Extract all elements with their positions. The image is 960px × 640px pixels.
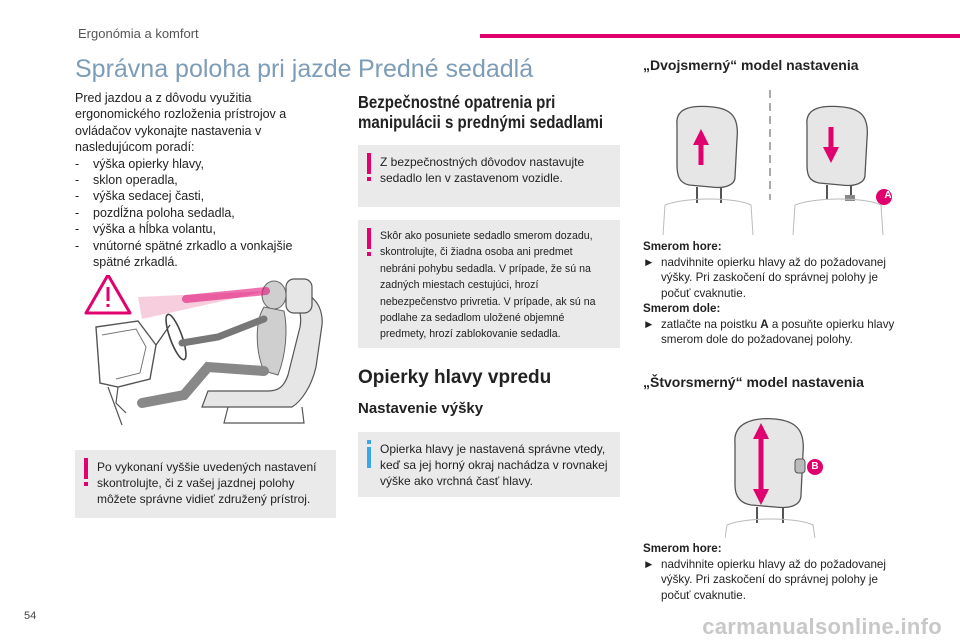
up-text: nadvihnite opierku hlavy až do požadovanej výšky. Pri zaskočení do správnej polohy je počuť cvaknutie.	[661, 255, 886, 300]
bullet-arrow-icon: ►	[643, 255, 655, 269]
info-icon	[367, 440, 372, 468]
middle-title: Predné sedadlá	[358, 55, 534, 83]
list-item: - výška opierky hlavy,	[75, 156, 320, 172]
four-way-headrest-illustration	[725, 413, 835, 538]
bullet-arrow-icon: ►	[643, 317, 655, 331]
up-instruction-2	[643, 557, 905, 604]
four-way-instructions	[643, 541, 905, 603]
warning-icon	[367, 153, 372, 185]
warning-icon	[84, 458, 89, 490]
list-item: - výška sedacej časti,	[75, 188, 320, 204]
header-accent-bar	[480, 34, 960, 38]
label-b-badge: B	[811, 461, 819, 472]
label-a-badge: A	[884, 190, 892, 201]
list-item: - pozdĺžna poloha sedadla,	[75, 205, 320, 221]
two-way-headrest-illustration	[655, 85, 905, 235]
up-instruction	[643, 255, 905, 302]
up-label: Smerom hore:	[643, 240, 722, 253]
section-label: Ergonómia a komfort	[78, 26, 199, 41]
driving-position-illustration	[78, 275, 340, 435]
headrests-heading: Opierky hlavy vpredu	[358, 367, 552, 388]
two-way-heading: „Dvojsmerný“ model nastavenia	[643, 57, 859, 73]
bullet-arrow-icon: ►	[643, 557, 655, 571]
list-item: - vnútorné spätné zrkadlo a vonkajšie spätné zrkadlá.	[75, 238, 320, 271]
up-label-2: Smerom hore:	[643, 542, 722, 555]
info-text: Opierka hlavy je nastavená správne vtedy, keď sa jej horný okraj nachádza v rovnakej výške ako vrchná časť hlavy.	[380, 442, 608, 488]
down-label: Smerom dole:	[643, 302, 721, 315]
down-text-post: a posuňte opierku hlavy smerom dole do požadovanej polohy.	[661, 317, 895, 346]
warning-icon	[367, 228, 372, 260]
left-intro	[75, 90, 320, 270]
intro-text: Pred jazdou a z dôvodu využitia ergonomického rozloženia prístrojov a ovládačov vykonajte nastavenia v nasledujúcom poradí:	[75, 91, 287, 155]
info-box	[358, 432, 620, 497]
four-way-heading: „Štvorsmerný“ model nastavenia	[643, 374, 864, 390]
list-item: - výška a hĺbka volantu,	[75, 221, 320, 237]
warning-text-1: Z bezpečnostných dôvodov nastavujte sedadlo len v zastavenom vozidle.	[380, 155, 585, 185]
safety-heading: Bezpečnostné opatrenia pri manipulácii s prednými sedadlami	[358, 92, 604, 132]
safety-heading-wrap	[358, 92, 628, 132]
left-warning-box	[75, 450, 336, 518]
warning-text-2: Skôr ako posuniete sedadlo smerom dozadu, skontrolujte, či žiadna osoba ani predmet nebráni pohybu sedadla. V prípade, že sú na zadných miestach cestujúci, hrozí nebezpečenstvo privretia. V prípade, ak sú na podlahe za sedadlom uložené objemné predmety, hrozí zablokovanie sedadla.	[380, 230, 596, 341]
left-warning-text: Po vykonaní vyššie uvedených nastavení skontrolujte, či z vašej jazdnej polohy môžete správne vidieť združený prístroj.	[97, 460, 317, 506]
page-number: 54	[24, 610, 37, 622]
list-item: - sklon operadla,	[75, 172, 320, 188]
height-heading: Nastavenie výšky	[358, 400, 484, 417]
down-instruction	[643, 317, 905, 348]
up-text-2: nadvihnite opierku hlavy až do požadovanej výšky. Pri zaskočení do správnej polohy je počuť cvaknutie.	[661, 557, 886, 602]
adjustment-order-list	[75, 156, 320, 271]
two-way-instructions	[643, 239, 905, 348]
left-title: Správna poloha pri jazde	[75, 55, 352, 83]
watermark: carmanualsonline.info	[702, 614, 942, 639]
down-text-key: A	[760, 317, 769, 331]
warning-box-1	[358, 145, 620, 207]
down-text-pre: zatlačte na poistku	[661, 317, 761, 331]
warning-box-2	[358, 220, 620, 348]
